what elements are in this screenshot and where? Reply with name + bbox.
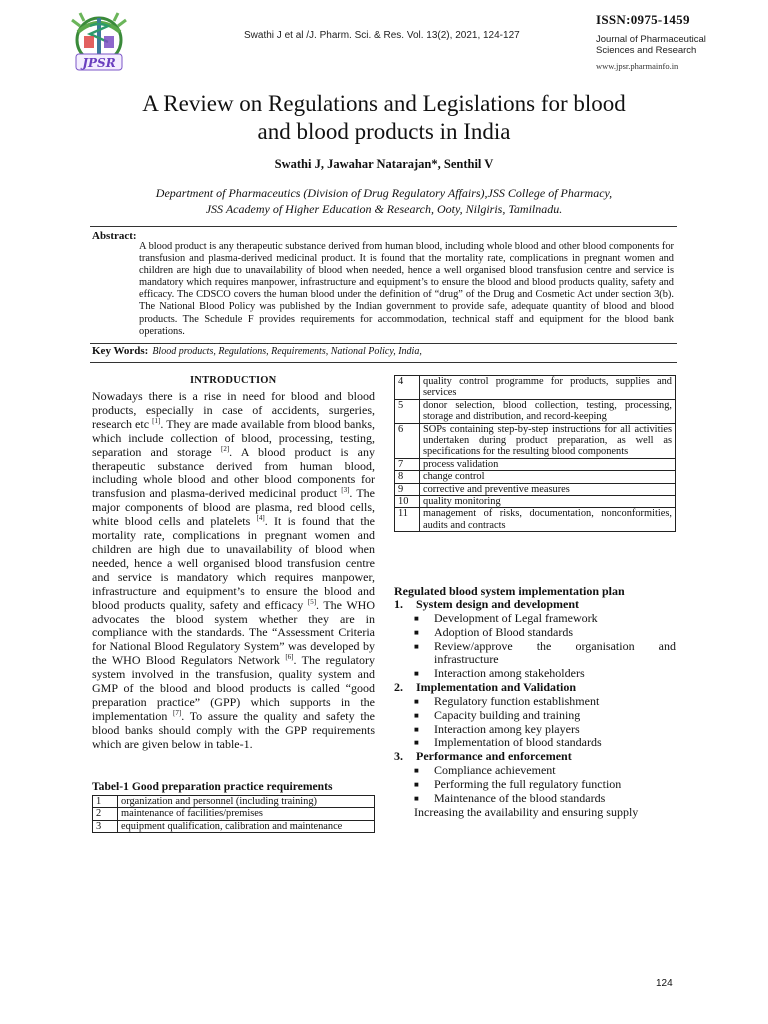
citation-ref[interactable]: [6] [285, 653, 294, 662]
row-number: 3 [93, 820, 118, 832]
intro-text: . The regulatory system involved in the transfusion, quality system and GMP of the blood and blood products is called “good preparation practice” (GPP) which supports in the implementation [92, 653, 375, 723]
section-number: 2. [394, 680, 403, 695]
keywords-text: Blood products, Regulations, Requirements, National Policy, India, [152, 346, 422, 357]
list-item-text: Maintenance of the blood standards [434, 790, 606, 805]
implementation-plan [394, 598, 676, 820]
title-line2: and blood products in India [257, 119, 511, 144]
citation-ref[interactable]: [4] [256, 514, 265, 523]
list-item-text: Capacity building and training [434, 707, 581, 722]
row-number: 4 [395, 376, 420, 400]
bullet-icon: ■ [414, 696, 419, 706]
table-caption: Tabel-1 Good preparation practice requirements [92, 780, 333, 793]
list-item [394, 723, 676, 737]
requirements-table-part1 [92, 795, 375, 833]
divider-top [90, 226, 677, 227]
row-text: corrective and preventive measures [420, 483, 676, 495]
list-item [394, 778, 676, 792]
citation-ref[interactable]: [7] [173, 708, 182, 717]
journal-name-line1: Journal of Pharmaceutical [596, 34, 706, 45]
row-text: quality monitoring [420, 496, 676, 508]
table-row [93, 796, 375, 808]
row-number: 9 [395, 483, 420, 495]
title-line1: A Review on Regulations and Legislations for blood [142, 91, 626, 116]
list-item [394, 792, 676, 806]
keywords-label: Key Words: [92, 345, 149, 357]
citation-line: Swathi J et al /J. Pharm. Sci. & Res. Vol. 13(2), 2021, 124-127 [244, 30, 520, 41]
list-item-text: Implementation of blood standards [434, 735, 602, 750]
list-item-text: Regulatory function establishment [434, 693, 600, 708]
plan-list [394, 695, 676, 750]
citation-ref[interactable]: [5] [307, 597, 317, 606]
list-item [394, 764, 676, 778]
intro-text: . They are made available from blood banks, which include collection of blood, processing, testing, separation and storage [92, 416, 375, 459]
row-text: equipment qualification, calibration and maintenance [118, 820, 375, 832]
divider-mid [90, 343, 677, 344]
list-item-text: Review/approve the organisation and infrastructure [434, 638, 676, 667]
page-number: 124 [656, 978, 673, 989]
journal-info [596, 12, 716, 71]
row-text: quality control programme for products, supplies and services [420, 376, 676, 400]
intro-paragraph [92, 390, 375, 752]
bullet-icon: ■ [414, 613, 419, 623]
table-row [395, 423, 676, 458]
bullet-icon: ■ [414, 669, 419, 679]
list-item [394, 612, 676, 626]
table-row [93, 820, 375, 832]
row-text: maintenance of facilities/premises [118, 808, 375, 820]
intro-text: . The major components of blood are plasma, red blood cells, white blood cells and platelets [92, 486, 375, 529]
journal-name-line2: Sciences and Research [596, 45, 697, 56]
bullet-icon: ■ [414, 738, 419, 748]
row-number: 2 [93, 808, 118, 820]
affiliation-line1: Department of Pharmaceutics (Division of Drug Regulatory Affairs),JSS College of Pharmacy, [155, 186, 613, 200]
bullet-icon: ■ [414, 724, 419, 734]
list-item [394, 640, 676, 668]
table-row [395, 483, 676, 495]
plan-closing: Increasing the availability and ensuring supply [414, 804, 639, 819]
table-row [395, 496, 676, 508]
affiliation [60, 185, 708, 217]
list-item-text: Interaction among key players [434, 721, 580, 736]
bullet-icon: ■ [414, 779, 419, 789]
table-row [395, 471, 676, 483]
intro-text: . It is found that the mortality rate, complications in pregnant women and children are high due to unavailability of blood when needed, hence a well organised blood transfusion centre and service is mandatory which requires manpower, infrastructure and equipment’s to ensure the blood and blood products quality, safety and efficacy [92, 514, 376, 612]
bullet-icon: ■ [414, 766, 419, 776]
row-number: 5 [395, 399, 420, 423]
plan-section-title [394, 750, 676, 764]
divider-bottom [90, 362, 677, 363]
citation-ref[interactable]: [1] [152, 416, 161, 425]
plan-list [394, 764, 676, 806]
list-item [394, 667, 676, 681]
authors: Swathi J, Jawahar Natarajan*, Senthil V [274, 157, 494, 171]
plan-list [394, 612, 676, 681]
citation-ref[interactable]: [3] [341, 486, 350, 495]
journal-url[interactable]: www.jpsr.pharmainfo.in [596, 61, 679, 71]
section-number: 1. [394, 597, 403, 611]
abstract-label: Abstract: [92, 230, 137, 242]
section-title: Performance and enforcement [416, 749, 572, 764]
row-text: donor selection, blood collection, testing, processing, storage and distribution, and record-keeping [420, 399, 676, 423]
list-item-text: Development of Legal framework [434, 610, 598, 625]
intro-text: . To assure the quality and safety the blood banks should comply with the GPP requirements which are given below in table-1. [92, 708, 376, 751]
table-row [93, 808, 375, 820]
journal-name [596, 34, 716, 56]
requirements-table-part2 [394, 375, 676, 532]
section-title: Implementation and Validation [416, 680, 577, 695]
paper-title [60, 90, 708, 146]
journal-logo [68, 10, 130, 76]
section-number: 3. [394, 749, 403, 764]
row-number: 10 [395, 496, 420, 508]
list-item-text: Compliance achievement [434, 763, 556, 778]
row-text: management of risks, documentation, nonconformities, audits and contracts [420, 508, 676, 532]
bullet-icon: ■ [414, 793, 419, 803]
intro-text: . A blood product is any therapeutic substance derived from human blood, including whole blood and other blood components for transfusion and plasma-derived medicinal product [92, 444, 375, 501]
intro-text: Nowadays there is a rise in need for blood and blood products, especially in case of accidents, surgeries, research etc [92, 389, 375, 431]
bullet-icon: ■ [414, 627, 419, 637]
section-title: System design and development [416, 597, 580, 611]
table-row [395, 376, 676, 400]
intro-text: . The WHO advocates the blood system whether they are in compliance with the standards. The “Assessment Criteria for National Blood Regulatory System” was developed by the WHO Blood Regulators Network [92, 597, 375, 668]
affiliation-line2: JSS Academy of Higher Education & Research, Ooty, Nilgiris, Tamilnadu. [205, 202, 563, 216]
list-item-text: Performing the full regulatory function [434, 776, 622, 791]
bullet-icon: ■ [414, 641, 419, 651]
row-number: 1 [93, 796, 118, 808]
list-item-text: Interaction among stakeholders [434, 666, 585, 681]
citation-ref[interactable]: [2] [221, 444, 230, 453]
table-row [395, 458, 676, 470]
list-item [394, 736, 676, 750]
bullet-icon: ■ [414, 710, 419, 720]
row-text: organization and personnel (including training) [118, 796, 375, 808]
abstract-text: A blood product is any therapeutic substance derived from human blood, including whole blood and other blood components for transfusion and plasma-derived medicinal product. It is found that the mortality rate, complications in pregnant women and children are high due to unavailability of blood when needed, hence a well organised blood transfusion centre and service is mandatory which requires manpower, infrastructure and equipment’s to ensure the blood and blood products quality, safety and efficacy. The CDSCO covers the human blood under the definition of “drug” of the Drug and Cosmetic Act under section 3(b). The National Blood Policy was published by the Indian government to provide safe, adequate quantity of blood and blood products. The Schedule F provides requirements for accommodation, technical staff and equipment for the blood bank operations. [139, 241, 674, 337]
row-number: 11 [395, 508, 420, 532]
table-row [395, 399, 676, 423]
plan-heading: Regulated blood system implementation plan [394, 584, 625, 598]
list-item [394, 709, 676, 723]
list-item [394, 695, 676, 709]
plan-section-title [394, 681, 676, 695]
row-text: process validation [420, 458, 676, 470]
row-number: 7 [395, 458, 420, 470]
table-row [395, 508, 676, 532]
row-number: 8 [395, 471, 420, 483]
plan-section-title [394, 598, 676, 612]
list-item-text: Adoption of Blood standards [434, 624, 573, 639]
logo-text: JPSR [82, 56, 116, 70]
row-text: change control [420, 471, 676, 483]
row-number: 6 [395, 423, 420, 458]
row-text: SOPs containing step-by-step instructions for all activities undertaken during product preparation, as well as specifications for the resulting blood components [420, 423, 676, 458]
intro-heading: INTRODUCTION [190, 375, 277, 386]
issn: ISSN:0975-1459 [596, 12, 690, 27]
list-item [394, 626, 676, 640]
keywords [92, 345, 422, 357]
